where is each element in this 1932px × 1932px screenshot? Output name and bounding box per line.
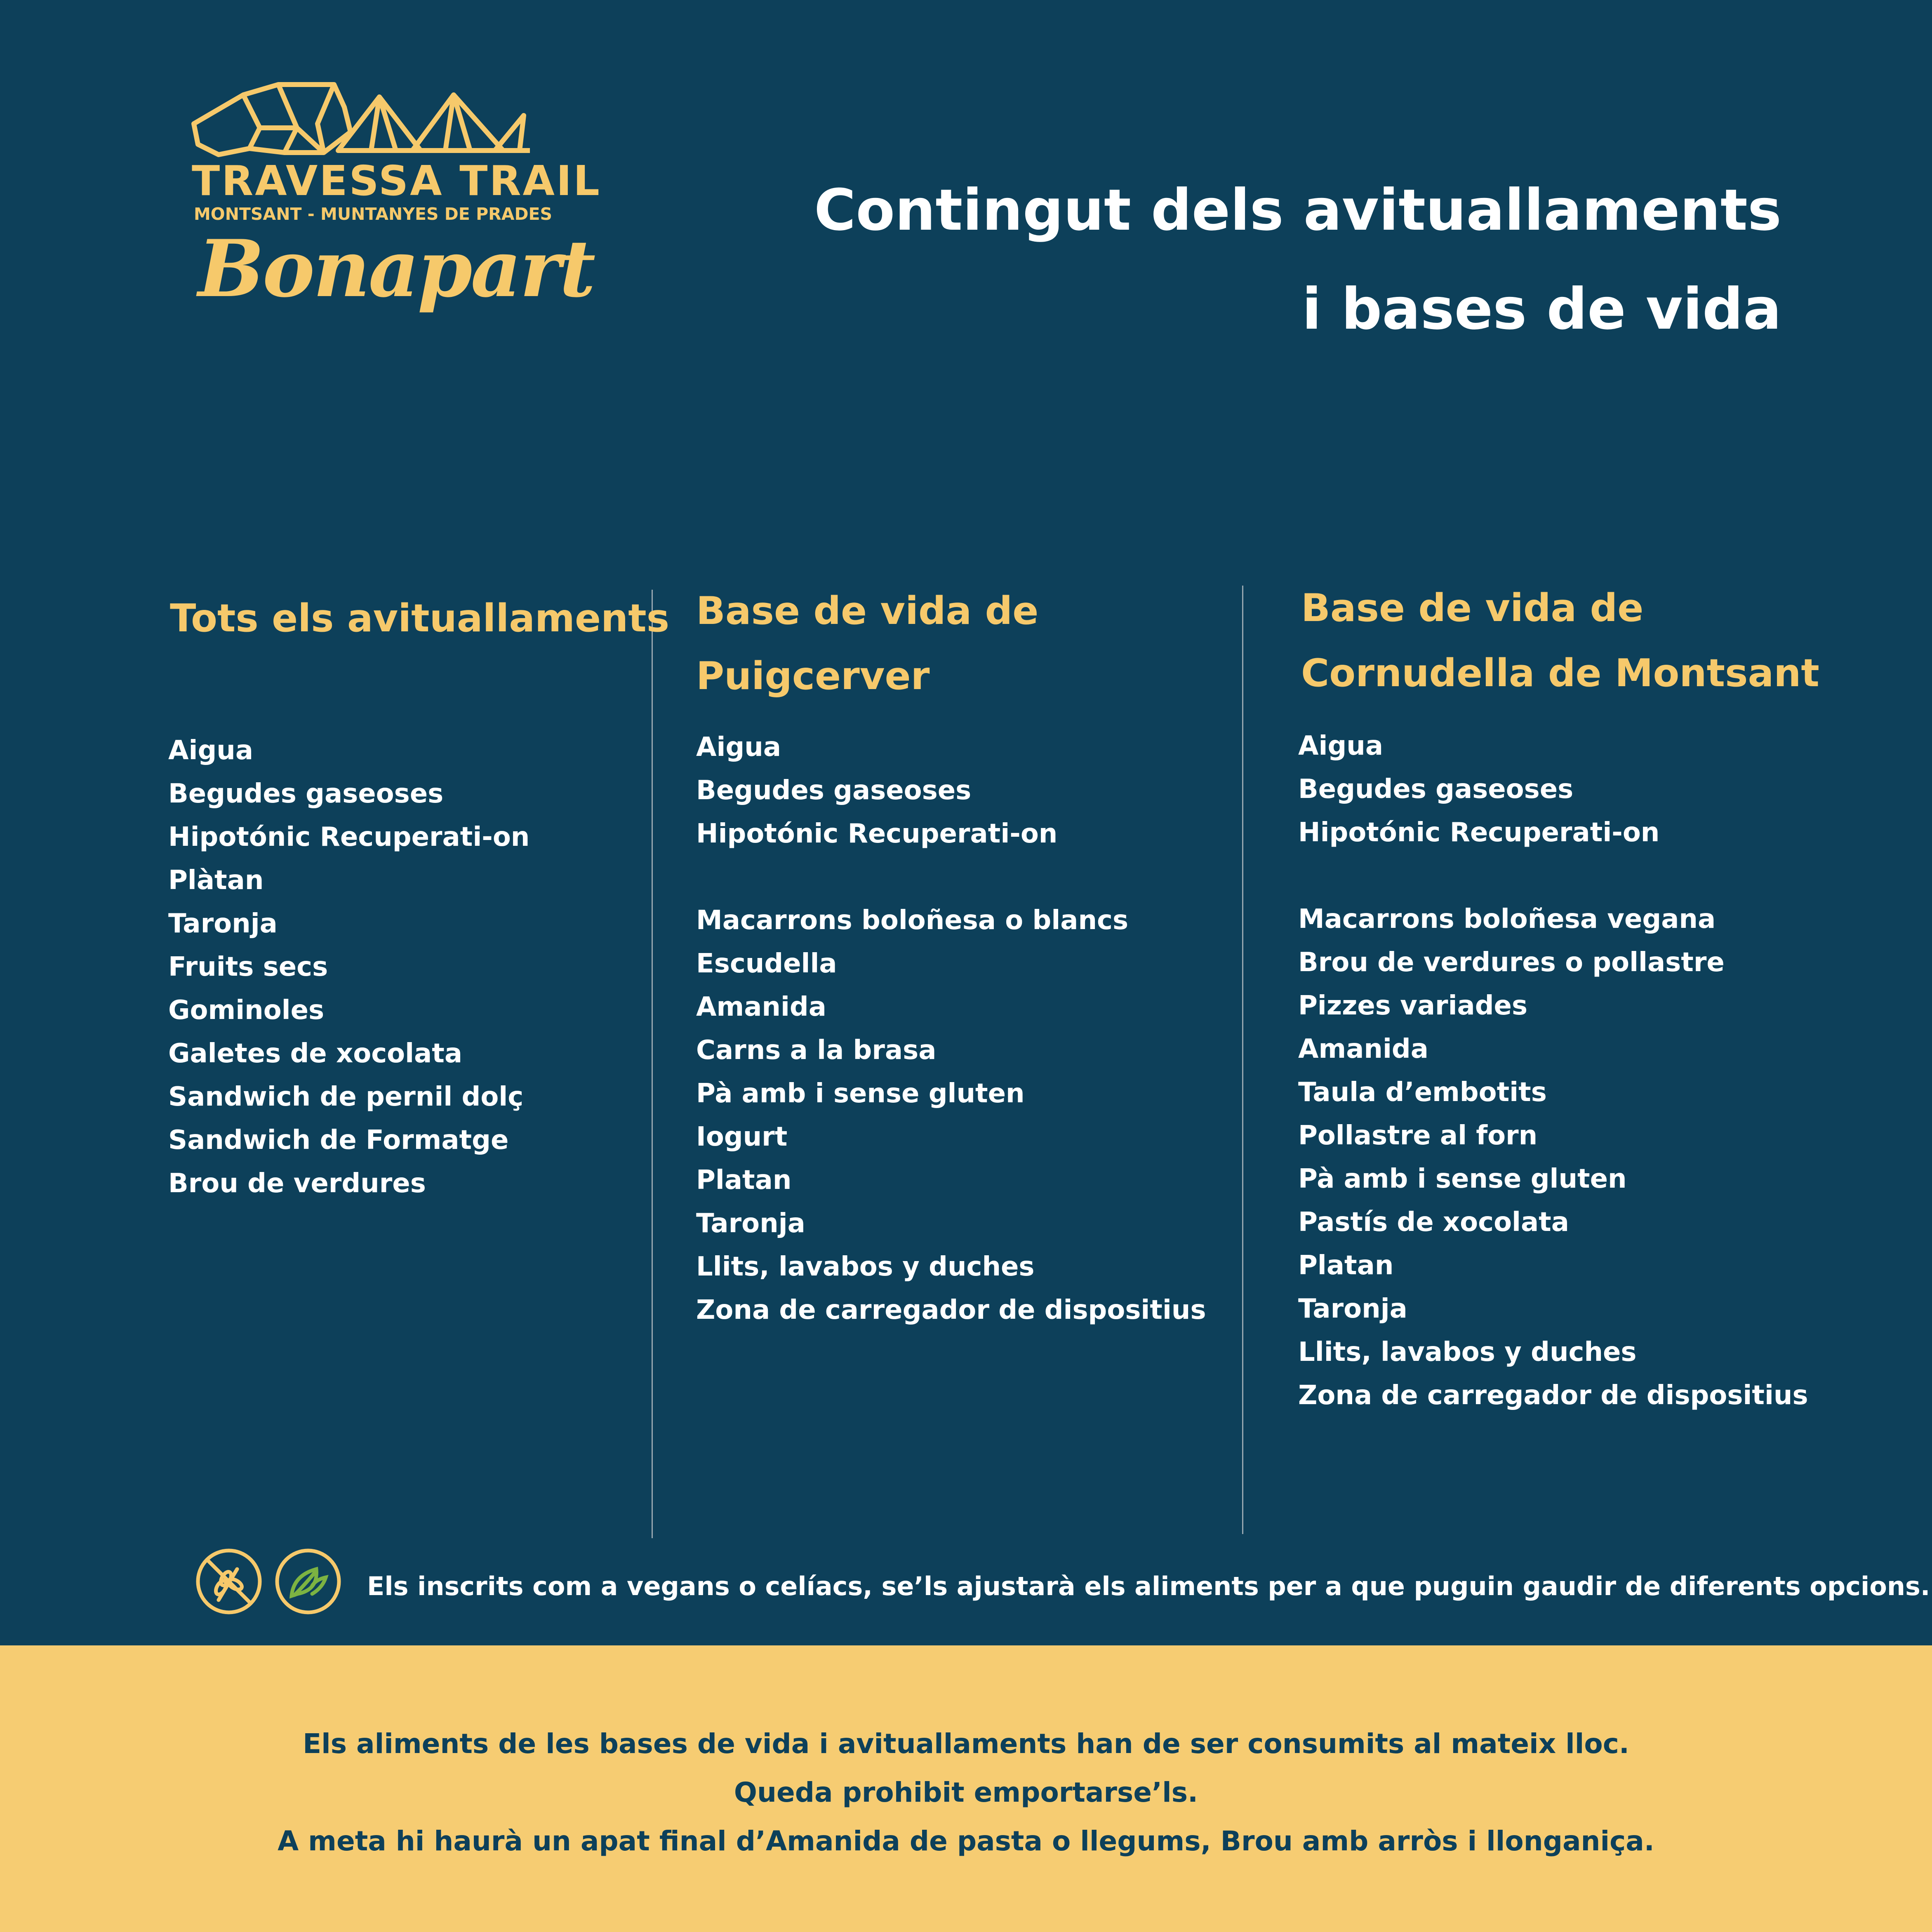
list-item: Aigua	[168, 735, 254, 766]
list-item: Pizzes variades	[1298, 991, 1528, 1021]
list-item: Fruits secs	[168, 952, 328, 982]
diet-note: Els inscrits com a vegans o celíacs, se’ls ajustarà els aliments per a que puguin gaudir de diferents opcions.	[367, 1571, 1930, 1601]
list-item: Pà amb i sense gluten	[696, 1078, 1025, 1109]
list-item: Plàtan	[168, 865, 264, 896]
list-item: Escudella	[696, 948, 837, 979]
logo-title: TRAVESSA TRAIL	[192, 157, 601, 205]
logo	[181, 78, 601, 318]
cornudella-list	[1298, 725, 1808, 1417]
list-item: Begudes gaseoses	[1298, 774, 1574, 805]
list-item: Hipotónic Recuperati-on	[1298, 817, 1660, 848]
list-spacer	[1298, 854, 1808, 898]
footer-banner	[0, 1645, 1932, 1932]
list-item: Carns a la brasa	[696, 1035, 937, 1066]
list-item: Llits, lavabos y duches	[696, 1252, 1035, 1282]
column-title-line: Base de vida de	[1301, 586, 1644, 630]
logo-subtitle: MONTSANT - MUNTANYES DE PRADES	[194, 204, 553, 224]
puigcerver-list	[696, 726, 1206, 1332]
column-title-line: Tots els avituallaments	[170, 596, 670, 640]
list-item: Macarrons boloñesa o blancs	[696, 905, 1129, 936]
column-title-cornudella	[1301, 575, 1819, 706]
list-item: Brou de verdures	[168, 1168, 426, 1199]
footer-line2: Queda prohibit emportarse’ls.	[734, 1777, 1198, 1808]
vegan-leaf-icon	[273, 1546, 343, 1617]
list-item: Taronja	[696, 1208, 805, 1239]
list-item: Aigua	[1298, 731, 1384, 761]
column-title-line: Base de vida de	[696, 588, 1039, 633]
footer-line3: A meta hi haurà un apat final d’Amanida de pasta o llegums, Brou amb arròs i llonganiça.	[278, 1825, 1654, 1857]
mountains-logo-icon	[181, 78, 577, 161]
list-item: Pollastre al forn	[1298, 1120, 1538, 1151]
list-item: Amanida	[696, 992, 826, 1022]
list-item: Taronja	[168, 908, 278, 939]
page-title	[792, 161, 1781, 359]
footer-line1: Els aliments de les bases de vida i avituallaments han de ser consumits al mateix lloc.	[303, 1728, 1629, 1760]
list-item: Brou de verdures o pollastre	[1298, 947, 1725, 978]
footer-text	[0, 1720, 1932, 1866]
list-item: Hipotónic Recuperati-on	[696, 819, 1058, 849]
list-item: Gominoles	[168, 995, 325, 1026]
list-item: Sandwich de pernil dolç	[168, 1082, 524, 1112]
page-title-line2: i bases de vida	[1302, 276, 1781, 342]
list-item: Platan	[696, 1165, 792, 1195]
column-divider-1	[652, 590, 653, 1538]
column-title-line: Cornudella de Montsant	[1301, 651, 1819, 695]
list-item: Begudes gaseoses	[168, 779, 444, 809]
list-item: Begudes gaseoses	[696, 775, 972, 806]
list-item: Taula d’embotits	[1298, 1077, 1547, 1108]
list-item: Galetes de xocolata	[168, 1038, 462, 1069]
list-item: Platan	[1298, 1250, 1394, 1281]
list-item: Zona de carregador de dispositius	[696, 1295, 1206, 1325]
list-item: Pastís de xocolata	[1298, 1207, 1569, 1238]
aid-stations-list	[168, 729, 529, 1205]
column-title-line: Puigcerver	[696, 654, 930, 698]
list-item: Iogurt	[696, 1122, 788, 1152]
logo-script-text: Bonapart	[198, 223, 594, 315]
column-divider-2	[1242, 586, 1243, 1534]
list-item: Hipotónic Recuperati-on	[168, 822, 530, 852]
column-title-all-aid-stations	[170, 586, 669, 651]
list-spacer	[696, 856, 1206, 899]
list-item: Aigua	[696, 732, 781, 762]
list-item: Zona de carregador de dispositius	[1298, 1380, 1808, 1411]
page-title-line1: Contingut dels avituallaments	[814, 177, 1781, 243]
list-item: Amanida	[1298, 1034, 1428, 1064]
column-title-puigcerver	[696, 578, 1038, 708]
list-item: Taronja	[1298, 1294, 1407, 1324]
list-item: Macarrons boloñesa vegana	[1298, 904, 1716, 934]
list-item: Pà amb i sense gluten	[1298, 1164, 1627, 1194]
list-item: Sandwich de Formatge	[168, 1125, 509, 1155]
gluten-free-icon	[194, 1546, 264, 1617]
list-item: Llits, lavabos y duches	[1298, 1337, 1637, 1367]
